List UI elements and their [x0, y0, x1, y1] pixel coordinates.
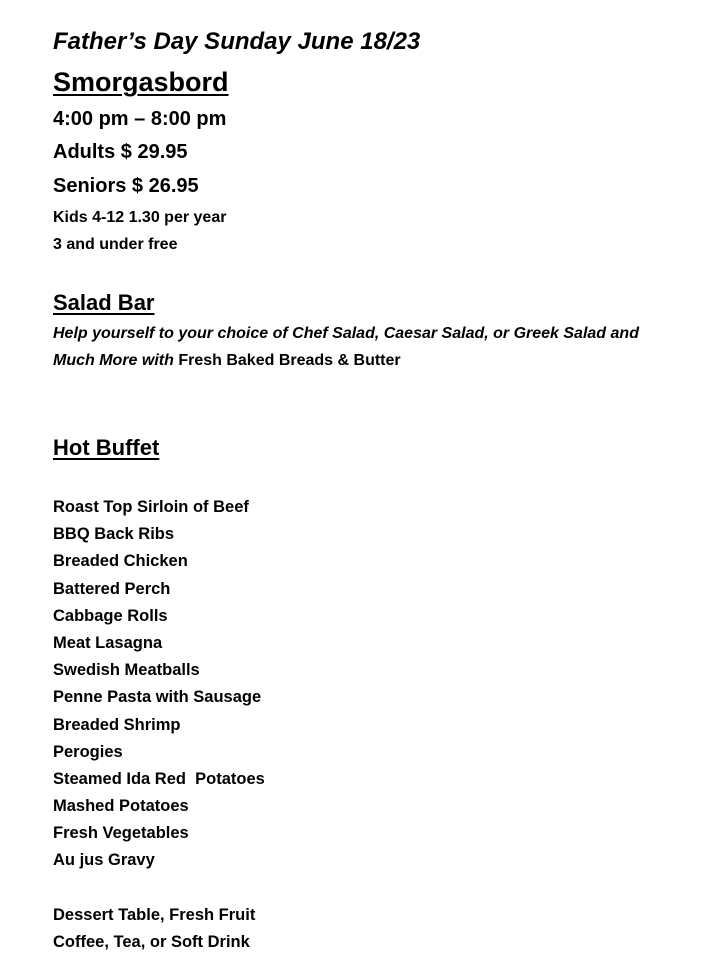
adults-price: Adults $ 29.95	[53, 141, 188, 163]
hot-buffet-heading: Hot Buffet	[53, 435, 160, 460]
list-item: Steamed Ida Red Potatoes	[53, 769, 265, 788]
list-item: Meat Lasagna	[53, 633, 163, 652]
toddlers-price: 3 and under free	[53, 236, 178, 253]
salad-bar-description-italic-2: Much More with	[53, 352, 174, 369]
hot-buffet-list	[53, 494, 265, 875]
seniors-price: Seniors $ 26.95	[53, 175, 199, 197]
list-item: Breaded Chicken	[53, 552, 188, 571]
kids-price: Kids 4-12 1.30 per year	[53, 209, 227, 226]
list-item: Battered Perch	[53, 579, 171, 598]
salad-bar-heading: Salad Bar	[53, 290, 155, 315]
list-item: Au jus Gravy	[53, 851, 155, 870]
event-name-heading: Smorgasbord	[53, 67, 229, 97]
list-item: Swedish Meatballs	[53, 661, 200, 680]
hours-text: 4:00 pm – 8:00 pm	[53, 108, 227, 130]
list-item: Mashed Potatoes	[53, 797, 189, 816]
salad-bar-description-italic-1: Help yourself to your choice of Chef Salad, Caesar Salad, or Greek Salad and	[53, 325, 639, 342]
extras-list	[53, 902, 255, 956]
list-item: Breaded Shrimp	[53, 715, 181, 734]
list-item: Dessert Table, Fresh Fruit	[53, 906, 256, 924]
list-item: Roast Top Sirloin of Beef	[53, 498, 249, 516]
page-title: Father’s Day Sunday June 18/23	[53, 28, 421, 55]
list-item: BBQ Back Ribs	[53, 525, 175, 544]
list-item: Penne Pasta with Sausage	[53, 688, 262, 707]
list-item: Cabbage Rolls	[53, 606, 168, 625]
salad-bar-description-line-2	[53, 347, 401, 374]
list-item: Fresh Vegetables	[53, 824, 189, 843]
list-item: Perogies	[53, 742, 123, 761]
salad-bar-description-regular-2: Fresh Baked Breads & Butter	[173, 352, 401, 369]
list-item: Coffee, Tea, or Soft Drink	[53, 933, 250, 952]
salad-bar-description-line-1	[53, 320, 639, 347]
